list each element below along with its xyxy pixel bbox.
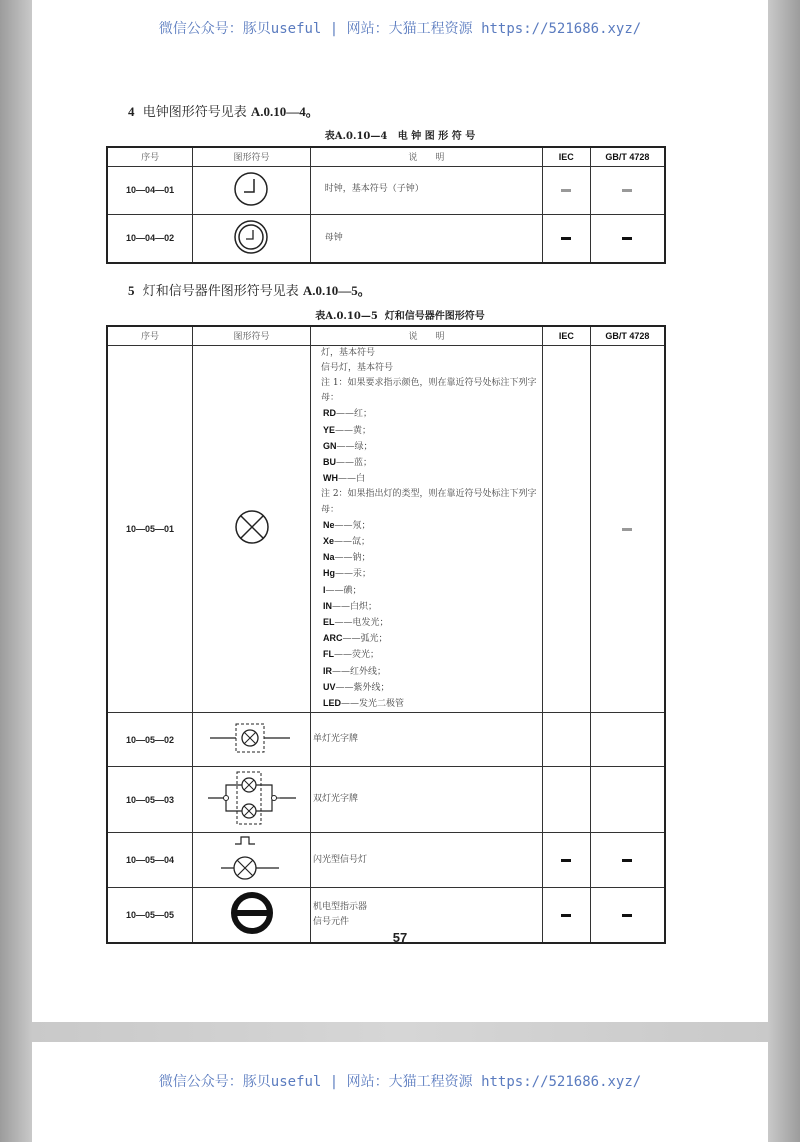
row-code: 10—04—01 <box>107 166 193 214</box>
table-row <box>107 713 665 767</box>
header-iec: IEC <box>542 326 590 345</box>
code-meaning: ——绿； <box>336 441 373 452</box>
table-header <box>107 326 665 345</box>
row-desc: 母钟 <box>310 214 542 263</box>
code-entry <box>311 406 542 422</box>
row-iec <box>542 214 590 263</box>
row-code: 10—04—02 <box>107 214 193 263</box>
code-abbr: Ne <box>322 519 335 530</box>
caption-ref: A.0.10—4 <box>334 131 388 142</box>
code-entry <box>311 647 542 663</box>
row-gb <box>590 767 665 833</box>
code-abbr: I <box>322 584 326 595</box>
caption-title: 灯和信号器件图形符号 <box>384 311 485 322</box>
code-meaning: ——钠； <box>334 553 371 564</box>
code-meaning: ——白 <box>337 474 365 485</box>
table-lamp-symbols <box>106 325 666 944</box>
row-iec <box>542 345 590 713</box>
code-entry <box>311 664 542 680</box>
double-lamp-sign-icon <box>193 767 311 833</box>
code-entry <box>311 583 542 599</box>
table-row <box>107 345 665 713</box>
section-number: 5 <box>128 283 135 298</box>
color-codes <box>311 406 542 487</box>
code-abbr: UV <box>322 681 336 692</box>
code-entry <box>311 455 542 471</box>
code-meaning: ——发光二极管 <box>340 698 404 709</box>
code-abbr: ARC <box>322 633 343 644</box>
next-document-page <box>32 1042 768 1142</box>
row-gb <box>590 166 665 214</box>
header-desc: 说 明 <box>310 326 542 345</box>
watermark-bottom: 微信公众号：豚贝useful | 网站：大猫工程资源 https://521686.xyz/ <box>158 1074 642 1090</box>
table-4-caption <box>0 127 800 142</box>
table-5-caption <box>0 307 800 322</box>
header-iec: IEC <box>542 147 590 166</box>
page-number: 57 <box>392 930 408 945</box>
desc-line: 灯，基本符号 <box>320 347 375 358</box>
code-abbr: FL <box>322 649 334 660</box>
caption-prefix: 表 <box>324 131 335 142</box>
row-iec <box>542 166 590 214</box>
row-iec <box>542 713 590 767</box>
caption-prefix: 表 <box>315 311 326 322</box>
header-symbol: 图形符号 <box>193 326 311 345</box>
code-abbr: Xe <box>322 535 334 546</box>
table-header <box>107 147 665 166</box>
code-entry <box>311 696 542 712</box>
caption-title: 电 钟 图 形 符 号 <box>397 131 476 142</box>
code-meaning: ——汞； <box>334 569 371 580</box>
code-abbr: Na <box>322 552 335 563</box>
header-gb: GB/T 4728 <box>590 326 665 345</box>
row-iec <box>542 833 590 888</box>
row-gb <box>590 345 665 713</box>
table-row <box>107 214 665 263</box>
desc-line: 机电型指示器 <box>312 901 367 912</box>
row-code: 10—05—02 <box>107 713 193 767</box>
row-desc: 时钟，基本符号（子钟） <box>310 166 542 214</box>
row-code: 10—05—01 <box>107 345 193 713</box>
code-abbr: LED <box>322 697 341 708</box>
row-desc: 闪光型信号灯 <box>310 833 542 888</box>
code-meaning: ——氙； <box>333 536 370 547</box>
table-row <box>107 833 665 888</box>
code-entry <box>311 534 542 550</box>
table-clock-symbols <box>106 146 666 264</box>
code-abbr: IR <box>322 665 332 676</box>
code-abbr: GN <box>322 440 337 451</box>
code-entry <box>311 423 542 439</box>
section-4-heading <box>128 101 319 120</box>
clock-icon <box>193 166 311 214</box>
flashing-lamp-icon <box>193 833 311 888</box>
note-1: 注 1：如果要求指示颜色，则在靠近符号处标注下列字母： <box>320 377 537 404</box>
code-meaning: ——紫外线； <box>335 682 390 693</box>
code-meaning: ——蓝； <box>335 457 372 468</box>
section-ref: A.0.10—4。 <box>250 104 319 119</box>
code-entry <box>311 439 542 455</box>
row-code: 10—05—05 <box>107 888 193 943</box>
code-entry <box>311 631 542 647</box>
code-abbr: IN <box>322 600 332 611</box>
row-gb <box>590 214 665 263</box>
table-row <box>107 767 665 833</box>
row-desc <box>310 345 542 713</box>
section-text: 电钟图形符号见表 <box>142 105 247 120</box>
single-lamp-sign-icon <box>193 713 311 767</box>
code-abbr: YE <box>322 424 335 435</box>
section-5-heading <box>128 280 371 299</box>
code-meaning: ——弧光； <box>342 634 388 645</box>
code-meaning: ——黄； <box>334 425 371 436</box>
watermark-top: 微信公众号：豚贝useful | 网站：大猫工程资源 https://521686.xyz/ <box>158 21 642 37</box>
row-code: 10—05—03 <box>107 767 193 833</box>
note-2: 注 2：如果指出灯的类型，则在靠近符号处标注下列字母： <box>320 489 537 515</box>
row-desc: 单灯光字牌 <box>310 713 542 767</box>
row-desc: 双灯光字牌 <box>310 767 542 833</box>
code-abbr: Hg <box>322 568 335 579</box>
header-gb: GB/T 4728 <box>590 147 665 166</box>
code-meaning: ——电发光； <box>334 617 389 628</box>
row-code: 10—05—04 <box>107 833 193 888</box>
caption-ref: A.0.10—5 <box>325 311 378 322</box>
code-abbr: BU <box>322 456 336 467</box>
code-entry <box>311 566 542 582</box>
section-text: 灯和信号器件图形符号见表 <box>142 284 299 299</box>
code-entry <box>311 550 542 566</box>
desc-line: 信号元件 <box>312 916 349 927</box>
section-ref: A.0.10—5。 <box>302 283 371 298</box>
code-entry <box>311 599 542 615</box>
code-entry <box>311 680 542 696</box>
row-iec <box>542 767 590 833</box>
code-abbr: WH <box>322 473 338 484</box>
row-gb <box>590 713 665 767</box>
code-abbr: EL <box>322 616 335 627</box>
header-desc: 说 明 <box>310 147 542 166</box>
code-meaning: ——红外线； <box>331 666 386 677</box>
header-code: 序号 <box>107 147 193 166</box>
code-entry <box>311 518 542 534</box>
code-meaning: ——碘； <box>325 585 362 596</box>
lamp-icon <box>193 345 311 713</box>
type-codes <box>311 518 542 712</box>
code-meaning: ——荧光； <box>333 650 379 661</box>
row-gb <box>590 833 665 888</box>
code-meaning: ——氖； <box>334 520 371 531</box>
header-code: 序号 <box>107 326 193 345</box>
section-number: 4 <box>128 104 135 119</box>
code-entry <box>311 615 542 631</box>
header-symbol: 图形符号 <box>193 147 311 166</box>
code-abbr: RD <box>322 408 336 419</box>
code-entry <box>311 471 542 487</box>
code-meaning: ——红； <box>335 409 372 420</box>
code-meaning: ——白炽； <box>331 601 377 612</box>
table-row <box>107 166 665 214</box>
master-clock-icon <box>193 214 311 263</box>
desc-line: 信号灯，基本符号 <box>320 362 393 373</box>
